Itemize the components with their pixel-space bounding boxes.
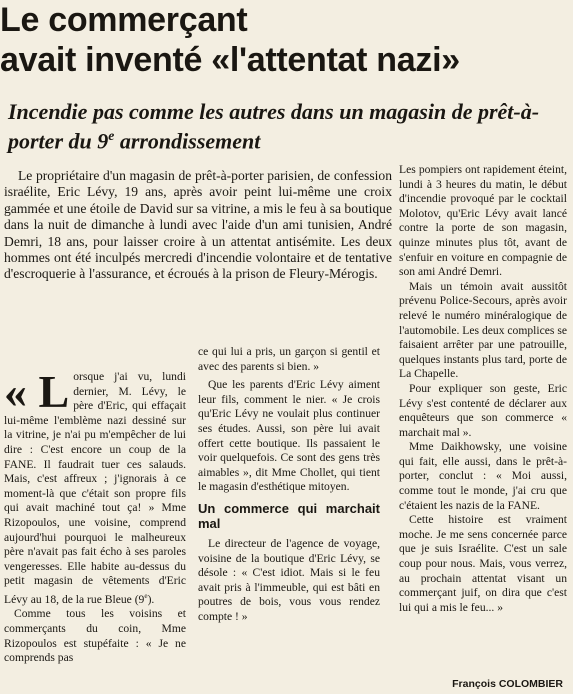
- col2-paragraph-3: Le directeur de l'agence de voyage, voisine de la boutique d'Eric Lévy, se désole : « C'est idiot. Mais si le feu avait pris à l'immeuble, qui est bâti en poutres de bois, vous vous rendez compte ! »: [198, 536, 380, 623]
- col1-paragraph-2: Comme tous les voisins et commerçants du coin, Mme Rizopoulos est stupéfaite : « Je ne comprends pas: [4, 607, 186, 665]
- col2-paragraph-1: ce qui lui a pris, un garçon si gentil et avec des parents si bien. »: [198, 345, 380, 373]
- headline-line-2: avait inventé «l'attentat nazi»: [0, 41, 460, 79]
- intro-paragraph: [4, 168, 392, 283]
- dropcap: [4, 366, 70, 417]
- subhead-sup: e: [108, 128, 115, 143]
- col1-paragraph-1: [4, 366, 186, 607]
- headline: [0, 0, 573, 80]
- col2-paragraph-2: Que les parents d'Eric Lévy aiment leur fils, comment le nier. « Je crois qu'Eric Lévy ne voulait plus continuer ses études. Aussi, son père lui avait offert cette boutique. Ils passaient le voir quelquefois. Ce sont des gens très aimables », dit Mme Chollet, qui tient le magasin d'esthétique mitoyen.: [198, 378, 380, 494]
- col3-paragraph-4: Mme Daikhowsky, une voisine qui fait, elle aussi, dans le prêt-à-porter, conclut : « Moi aussi, comme tout le monde, j'ai cru que c'étaient les nazis de la FANE.: [399, 440, 567, 512]
- dropcap-letter: L: [38, 366, 70, 417]
- subhead-text: Incendie pas comme les autres dans un magasin de prêt-à-porter du 9: [8, 99, 540, 154]
- headline-line-1: Le commerçant: [0, 1, 248, 39]
- subheadline: [8, 100, 568, 153]
- col3-paragraph-2: Mais un témoin avait aussitôt prévenu Police-Secours, après avoir relevé le numéro minéralogique de l'automobile. Les deux complices se faisaient arrêter par une patrouille, quelques instants plus tard, porte de La Chapelle.: [399, 279, 567, 381]
- column-2: [198, 345, 380, 625]
- col1-p1-text: orsque j'ai vu, lundi dernier, M. Lévy, le père d'Eric, qui effaçait lui-même l'emblème nazi dessiné sur la vitrine, je n'ai pu m'empêcher de lui dire : C'est encore un coup de la FANE. Il faudrait tuer ces salauds. Mais, c'est affreux ; j'ignorais à ce moment-là que c'était son propre fils qui avait machiné tout ça! » Mme Rizopoulos, une voisine, comprend aujourd'hui pourquoi le malheureux père n'avait pas fait écho à ses paroles vengeresses. Elle habite au-dessus du petit magasin de vêtements d'Eric Lévy au 18, de la rue Bleue (9: [4, 370, 186, 606]
- col3-paragraph-5: Cette histoire est vraiment moche. Je me sens concernée parce que je suis Israélite. C'est un sale coup pour nous. Mais, vous verrez, au prochain attentat visant un commerçant juif, on dira que c'est lui qui a mis le feu... »: [399, 513, 567, 614]
- col3-paragraph-3: Pour expliquer son geste, Eric Lévy s'est contenté de déclarer aux enquêteurs que son commerce « marchait mal ».: [399, 381, 567, 439]
- author-signature: François COLOMBIER: [452, 678, 563, 690]
- col1-p1-sup: e: [144, 591, 148, 600]
- col1-p1-end: ).: [147, 592, 155, 606]
- quote-mark: «: [4, 366, 27, 417]
- column-3: [399, 163, 567, 615]
- subhead-text-end: arrondissement: [114, 128, 261, 154]
- column-1: [4, 366, 186, 666]
- col2-subtitle: Un commerce qui marchait mal: [198, 500, 380, 531]
- col3-paragraph-1: Les pompiers ont rapidement éteint, lundi à 3 heures du matin, le début d'incendie provoqué par le cocktail Molotov, qu'Eric Lévy avait lancé contre la porte de son magasin, quinze minutes plus tôt, avant de s'enfuir en voiture en compagnie de son ami André Demri.: [399, 163, 567, 279]
- intro-text: Le propriétaire d'un magasin de prêt-à-porter parisien, de confession israélite, Eric Lévy, 19 ans, après avoir peint lui-même une croix gammée et une étoile de David sur sa vitrine, a mis le feu à sa boutique dans la nuit de dimanche à lundi avec l'aide d'un ami tunisien, André Demri, 18 ans, pour laisser croire à un attentat antisémite. Les deux hommes ont été inculpés mercredi d'incendie volontaire et de tentative d'escroquerie à l'assurance, et écroués à la prison de Fleury-Mérogis.: [4, 168, 392, 282]
